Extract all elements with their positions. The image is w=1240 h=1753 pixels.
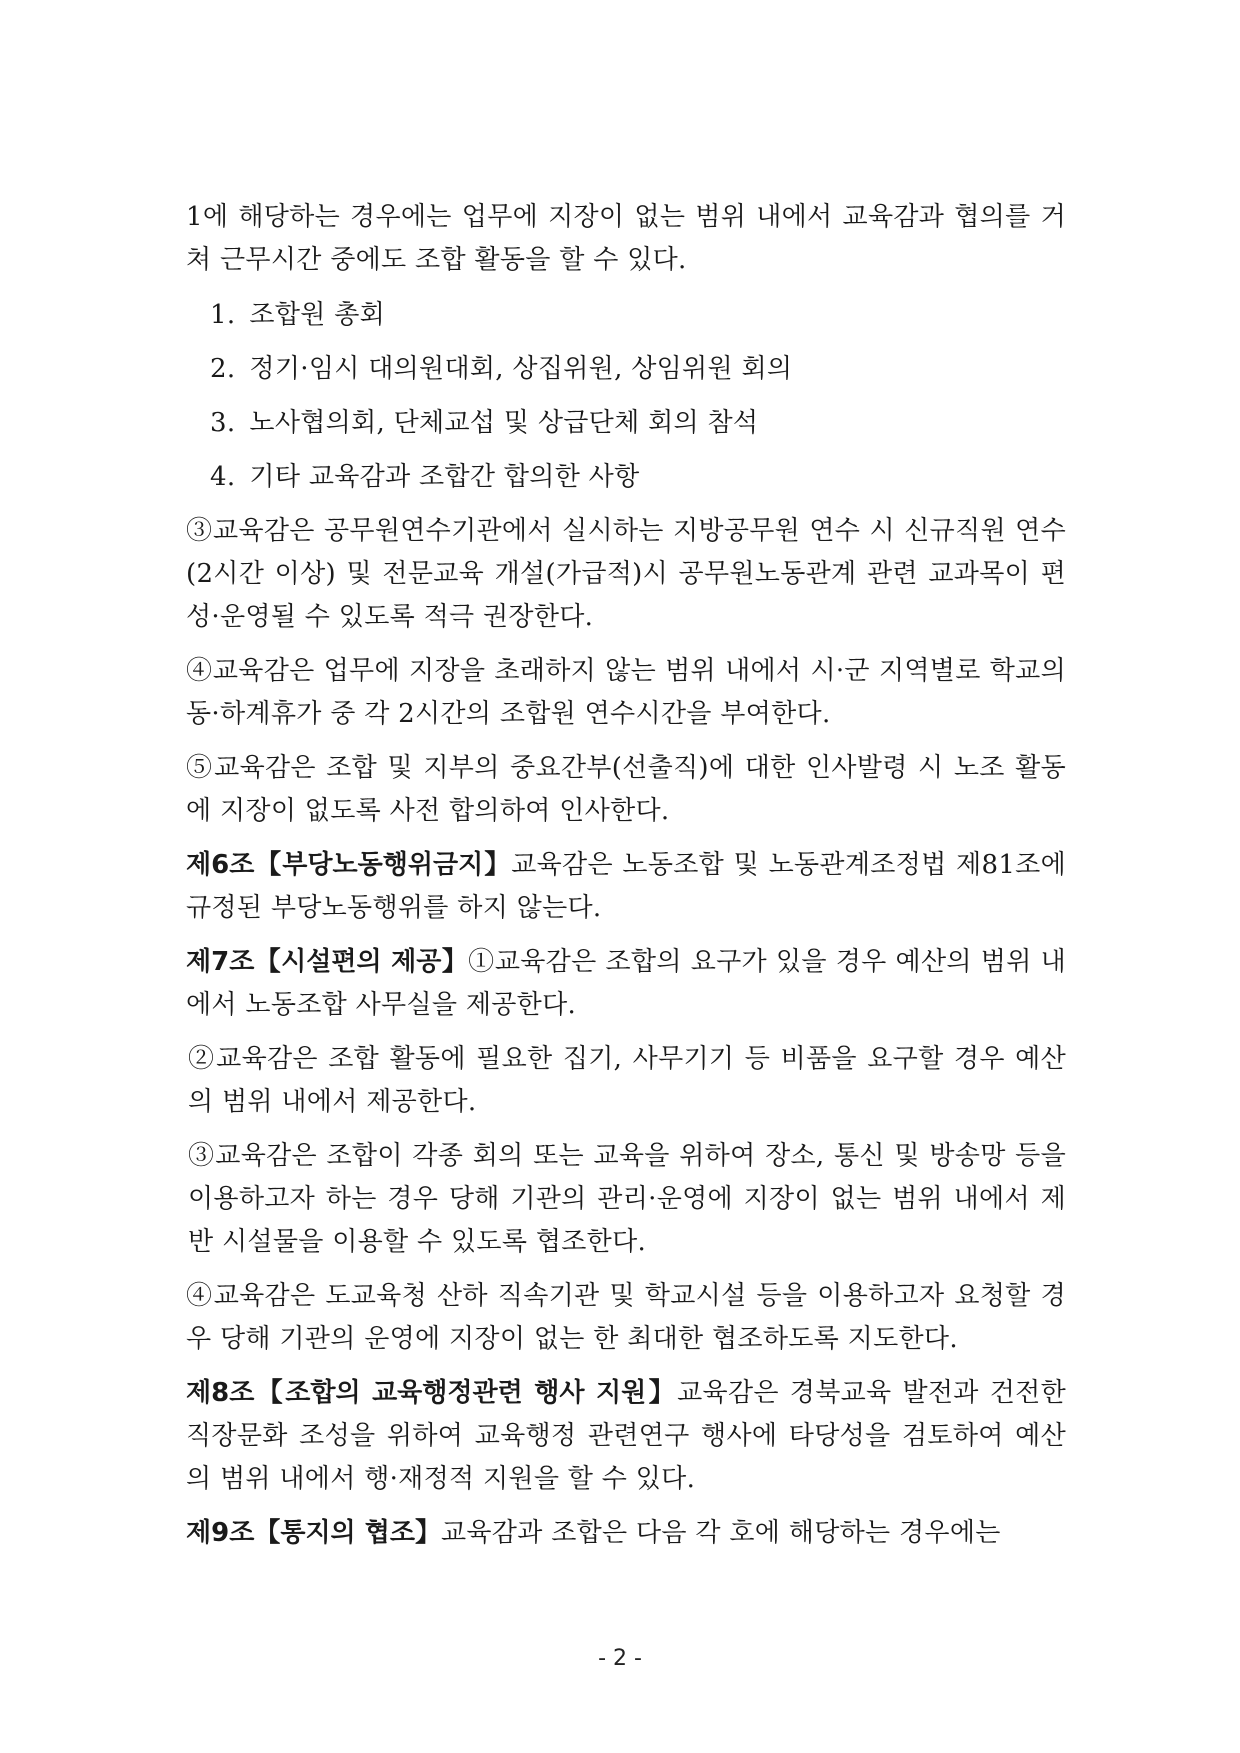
- page-number: - 2 -: [598, 1646, 642, 1671]
- article9: [186, 1512, 1066, 1555]
- list-item: [210, 402, 1066, 445]
- list-item-number: 4.: [210, 462, 236, 492]
- article9-heading: 제9조【통지의 협조】: [186, 1518, 441, 1548]
- article7-clause2: ②교육감은 조합 활동에 필요한 집기, 사무기기 등 비품을 요구할 경우 예산의 범위 내에서 제공한다.: [188, 1044, 1066, 1117]
- article5-clause5: ⑤교육감은 조합 및 지부의 중요간부(선출직)에 대한 인사발령 시 노조 활동에 지장이 없도록 사전 합의하여 인사한다.: [186, 753, 1066, 826]
- article8-text: 교육감은 경북교육 발전과 건전한 직장문화 조성을 위하여 교육행정 관련연구 행사에 타당성을 검토하여 예산의 범위 내에서 행·재정적 지원을 할 수 있다.: [186, 1378, 1066, 1494]
- article7-clause3: ③교육감은 조합이 각종 회의 또는 교육을 위하여 장소, 통신 및 방송망 등을 이용하고자 하는 경우 당해 기관의 관리·운영에 지장이 없는 범위 내에서 제반 시설물을 이용할 수 있도록 협조한다.: [188, 1141, 1066, 1257]
- list-item-text: 기타 교육감과 조합간 합의한 사항: [249, 462, 640, 492]
- article5-clause3: ③교육감은 공무원연수기관에서 실시하는 지방공무원 연수 시 신규직원 연수(2시간 이상) 및 전문교육 개설(가급적)시 공무원노동관계 관련 교과목이 편성·운영될 수 있도록 적극 권장한다.: [186, 516, 1066, 632]
- list-item-number: 2.: [210, 354, 236, 384]
- list-item-text: 노사협의회, 단체교섭 및 상급단체 회의 참석: [249, 408, 759, 438]
- article8-heading: 제8조【조합의 교육행정관련 행사 지원】: [186, 1378, 678, 1408]
- article7-clause1: ①교육감은 조합의 요구가 있을 경우 예산의 범위 내에서 노동조합 사무실을 제공한다.: [186, 947, 1067, 1020]
- article5-clause4: ④교육감은 업무에 지장을 초래하지 않는 범위 내에서 시·군 지역별로 학교의 동·하계휴가 중 각 2시간의 조합원 연수시간을 부여한다.: [186, 656, 1066, 729]
- list-item: [210, 456, 1066, 499]
- list-item-text: 조합원 총회: [249, 300, 386, 330]
- list-item-number: 1.: [210, 300, 236, 330]
- document-body: [186, 196, 1066, 1566]
- article7-clause4: ④교육감은 도교육청 산하 직속기관 및 학교시설 등을 이용하고자 요청할 경우 당해 기관의 운영에 지장이 없는 한 최대한 협조하도록 지도한다.: [186, 1281, 1066, 1354]
- list-item: [210, 348, 1066, 391]
- list-item: [210, 294, 1066, 337]
- article8: [186, 1372, 1066, 1501]
- article7-heading: 제7조【시설편의 제공】: [186, 947, 469, 977]
- article6: [186, 844, 1066, 930]
- article9-text: 교육감과 조합은 다음 각 호에 해당하는 경우에는: [440, 1518, 1001, 1548]
- list-item-text: 정기·임시 대의원대회, 상집위원, 상임위원 회의: [249, 354, 793, 384]
- article6-text: 교육감은 노동조합 및 노동관계조정법 제81조에 규정된 부당노동행위를 하지 않는다.: [186, 850, 1066, 923]
- list-item-number: 3.: [210, 408, 236, 438]
- article7: [186, 941, 1066, 1027]
- paragraph-intro: 1에 해당하는 경우에는 업무에 지장이 없는 범위 내에서 교육감과 협의를 거쳐 근무시간 중에도 조합 활동을 할 수 있다.: [186, 202, 1066, 275]
- article6-heading: 제6조【부당노동행위금지】: [186, 850, 512, 880]
